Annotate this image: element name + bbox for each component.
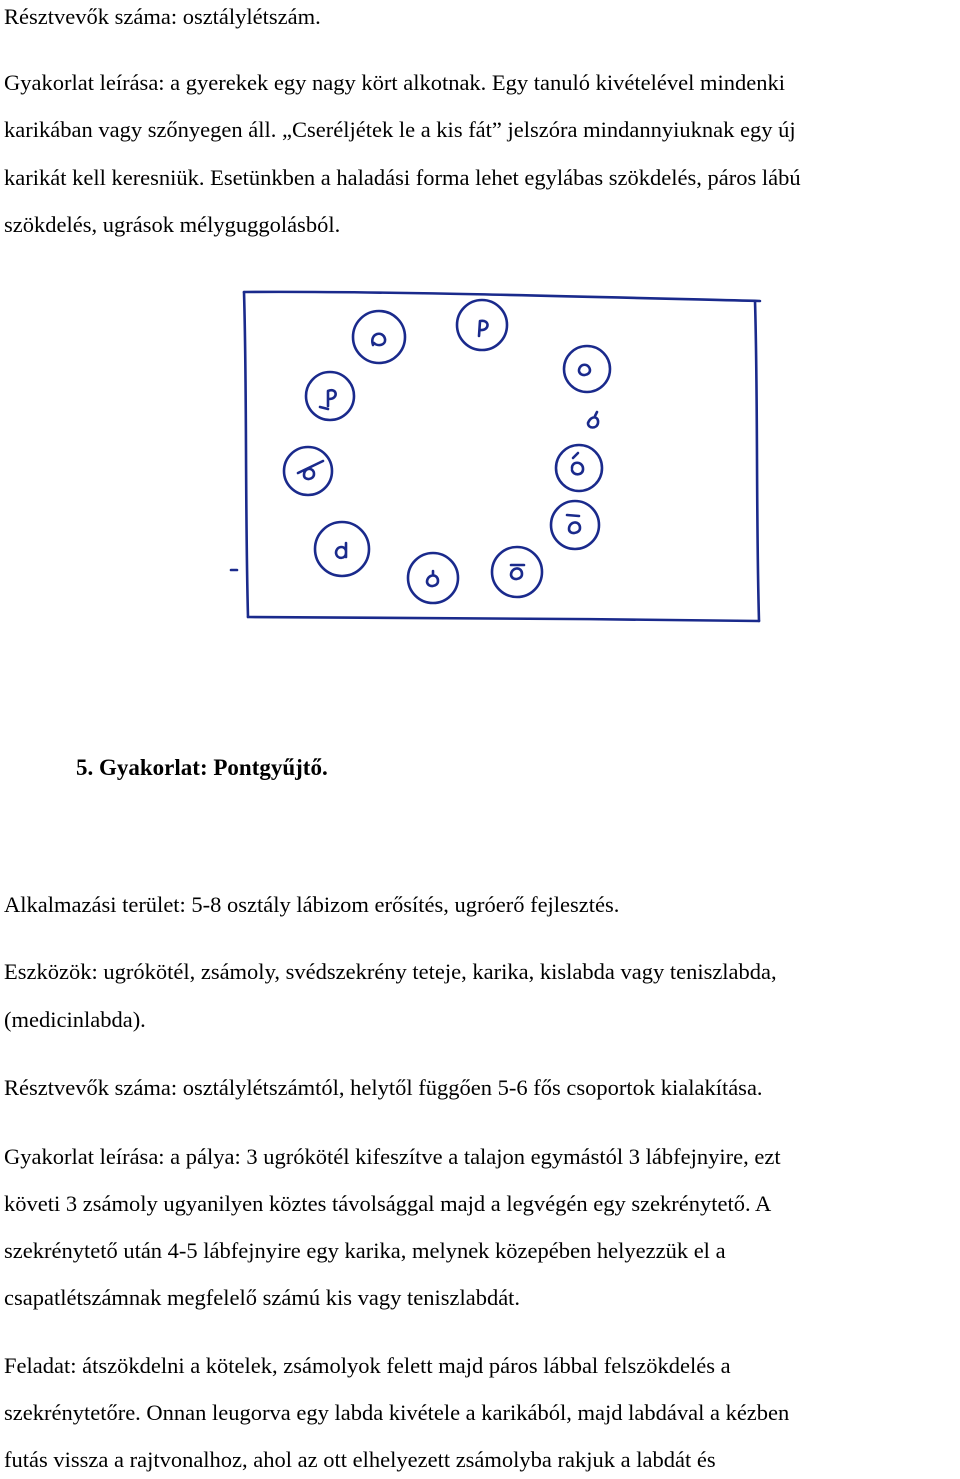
description-line: követi 3 zsámoly ugyanilyen köztes távolsággal majd a legvégén egy szekrénytető. A xyxy=(4,1191,772,1216)
hoop-icon xyxy=(408,553,458,603)
description-line: Gyakorlat leírása: a gyerekek egy nagy kört alkotnak. Egy tanuló kivételével mindenki xyxy=(4,70,785,95)
description-line: szekrénytető után 4-5 lábfejnyire egy karika, melynek közepében helyezzük el a xyxy=(4,1238,726,1263)
equipment-line: (medicinlabda). xyxy=(4,1007,146,1032)
hoop-icon xyxy=(306,372,354,420)
hoop-icon xyxy=(284,447,332,495)
description-line: szökdelés, ugrások mélyguggolásból. xyxy=(4,212,341,237)
description-line: csapatlétszámnak megfelelő számú kis vagy teniszlabdát. xyxy=(4,1285,521,1310)
application-text: Alkalmazási terület: 5-8 osztály lábizom erősítés, ugróerő fejlesztés. xyxy=(4,892,620,917)
description-line: Gyakorlat leírása: a pálya: 3 ugrókötél kifeszítve a talajon egymástól 3 lábfejnyire, ezt xyxy=(4,1144,781,1169)
hoop-icon xyxy=(492,547,542,597)
description-line: karikát kell keresniük. Esetünkben a haladási forma lehet egylábas szökdelés, páros lábú xyxy=(4,165,801,190)
hoop-icon xyxy=(564,346,610,392)
hoop-icon xyxy=(353,311,405,363)
hoop-icon xyxy=(588,412,598,428)
description-line: karikában vagy szőnyegen áll. „Cseréljétek le a kis fát” jelszóra mindannyiuknak egy új xyxy=(4,117,796,142)
hoop-icon xyxy=(551,501,599,549)
task-line: szekrénytetőre. Onnan leugorva egy labda kivétele a karikából, majd labdával a kézben xyxy=(4,1400,790,1425)
hoop-circle-sketch xyxy=(228,283,768,628)
task-line: futás vissza a rajtvonalhoz, ahol az ott elhelyezett zsámolyba rakjuk a labdát és xyxy=(4,1447,716,1472)
task-line: Feladat: átszökdelni a kötelek, zsámolyok felett majd páros lábbal felszökdelés a xyxy=(4,1353,731,1378)
equipment-line: Eszközök: ugrókötél, zsámoly, svédszekrény teteje, karika, kislabda vagy teniszlabda, xyxy=(4,959,777,984)
hoop-icon xyxy=(457,300,507,350)
hoop-icon xyxy=(315,522,369,576)
participants-text: Résztvevők száma: osztálylétszám. xyxy=(4,4,321,29)
hoop-icon xyxy=(556,445,602,491)
exercise-heading: 5. Gyakorlat: Pontgyűjtő. xyxy=(76,755,328,780)
participants-text: Résztvevők száma: osztálylétszámtól, helytől függően 5-6 fős csoportok kialakítása. xyxy=(4,1075,763,1100)
